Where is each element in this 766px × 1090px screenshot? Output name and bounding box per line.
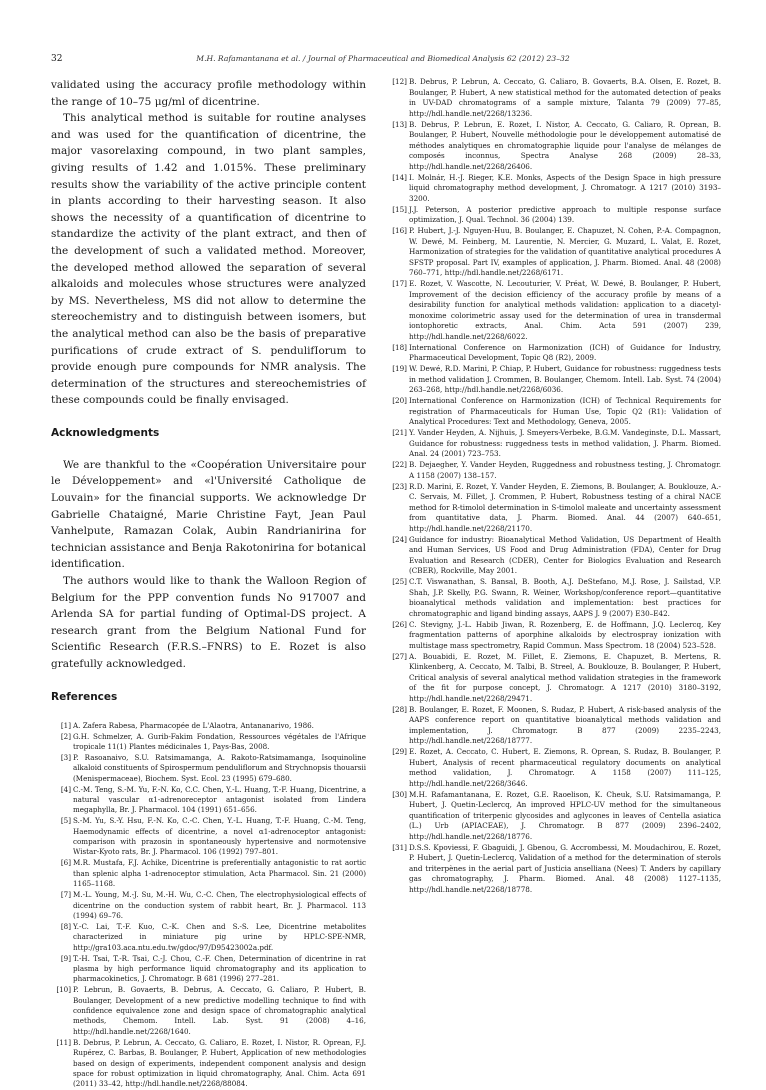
reference-text: G.H. Schmelzer, A. Gurib-Fakim Fondation, Ressources végétales de l'Afrique tropicale 11(1) Plantes médicinales 1, Pays-Bas, 2008. xyxy=(73,731,366,751)
reference-text: International Conference on Harmonization (ICH) of Guidance for Industry, Pharmaceutical Development, Topic Q8 (R2), 2009. xyxy=(409,342,721,362)
acknowledgments-paragraph: The authors would like to thank the Walloon Region of Belgium for the PPP convention funds No 917007 and Arlenda SA for partial funding of Optimal-DS project. A research grant from the Belgium National Fund for Scientific Research (F.R.S.–FNRS) to E. Rozet is also gratefully acknowledged. xyxy=(51,575,366,670)
reference-number: [19] xyxy=(392,364,407,373)
reference-item xyxy=(387,790,721,843)
reference-text: D.S.S. Kpoviessi, F. Gbaguidi, J. Gbenou, G. Accrombessi, M. Moudachirou, E. Rozet, P. Hubert, J. Quetin-Leclercq, Validation of a method for the determination of sterols and triterpènes in the aerial part of Justicia anselliana (Nees) T. Anders by capillary gas chromatography, J. Pharm. Biomed. Anal. 48 (2008) 1127–1135, http://hdl.handle.net/2268/18778. xyxy=(409,842,721,894)
page-number: 32 xyxy=(51,54,63,64)
reference-item xyxy=(51,732,366,753)
right-column xyxy=(387,77,721,896)
reference-item xyxy=(51,753,366,784)
reference-text: R.D. Marini, E. Rozet, Y. Vander Heyden, E. Ziemons, B. Boulanger, A. Bouklouze, A.-C. Servais, M. Fillet, J. Crommen, P. Hubert, Robustness testing of a chiral NACE method for R-timolol determination in S-timolol maleate and uncertainty assessment from quantitative data, J. Pharm. Biomed. Anal. 44 (2007) 640–651, http://hdl.handle.net/2268/21170. xyxy=(409,481,721,533)
reference-text: C.T. Viswanathan, S. Bansal, B. Booth, A.J. DeStefano, M.J. Rose, J. Sailstad, V.P. Shah, J.P. Skelly, P.G. Swann, R. Weiner, Workshop/conference report—quantitative bioanalytical methods validation and implementation: best practices for chromatographic and ligand binding assays, AAPS J. 9 (2007) E30–E42. xyxy=(409,577,721,618)
reference-item xyxy=(387,747,721,789)
reference-text: P. Hubert, J.-J. Nguyen-Huu, B. Boulanger, E. Chapuzet, N. Cohen, P.-A. Compagnon, W. Dewé, M. Feinberg, M. Laurentie, N. Mercier, G. Muzard, L. Valat, E. Rozet, Harmonization of strategies for the validation of quantitative analytical procedures A SFSTP proposal. Part IV, examples of application, J. Pharm. Biomed. Anal. 48 (2008) 760–771, http://hdl.handle.net/2268/6171. xyxy=(409,226,721,277)
reference-text: E. Rozet, A. Ceccato, C. Hubert, E. Ziemons, R. Oprean, S. Rudaz, B. Boulanger, P. Hubert, Analysis of recent pharmaceutical regulatory documents on analytical method validation, J. Chromatogr. A 1158 (2007) 111–125, http://hdl.handle.net/2268/3646. xyxy=(409,747,721,788)
reference-number: [31] xyxy=(392,842,407,852)
reference-number: [18] xyxy=(392,342,407,352)
reference-text: A. Zafera Rabesa, Pharmacopée de L'Alaotra, Antananarivo, 1986. xyxy=(73,720,314,730)
reference-item xyxy=(51,816,366,858)
reference-item xyxy=(387,226,721,279)
reference-text: M.H. Rafamantanana, E. Rozet, G.E. Raoelison, K. Cheuk, S.U. Ratsimamanga, P. Hubert, J. Quetin-Leclercq, An improved HPLC-UV method for the simultaneous quantification of triterpenic glycosides and aglycones in leaves of Centella asiatica (L.) Urb (APIACEAE), J. Chromatogr. B 877 (2009) 2396–2402, http://hdl.handle.net/2268/18776. xyxy=(409,789,721,841)
acknowledgments-paragraph: We are thankful to the «Coopération Universitaire pour le Développement» and «l'Université Catholique de Louvain» for the financial supports. We acknowledge Dr Gabrielle Chataigné, Marie Christine Fayt, Jean Paul Vanhelpute, Ramazan Colak, Aubin Randrianirina for technician assistance and Benja Rakotonirina for botanical identification. xyxy=(51,458,366,571)
reference-text: S.-M. Yu, S.-Y. Hsu, F.-N. Ko, C.-C. Chen, Y.-L. Huang, T.-F. Huang, C.-M. Teng, Haemodynamic effects of dicentrine, a novel α1-adrenoceptor antagonist: comparison with prazosin in spontaneously hypertensive and normotensive Wistar-Kyoto rats, Br. J. Pharmacol. 106 (1992) 797–801. xyxy=(73,816,366,857)
reference-number: [30] xyxy=(392,789,407,799)
reference-text: I. Molnár, H.-J. Rieger, K.E. Monks, Aspects of the Design Space in high pressure liquid chromatography method development, J. Chromatogr. A 1217 (2010) 3193–3200. xyxy=(409,172,721,203)
reference-item xyxy=(51,1038,366,1090)
reference-number: [22] xyxy=(392,460,407,469)
reference-list-right xyxy=(387,77,721,895)
reference-item xyxy=(387,535,721,577)
running-header: M.H. Rafamantanana et al. / Journal of Pharmaceutical and Biomedical Analysis 62 (2012) 23–32 xyxy=(196,54,570,63)
reference-item xyxy=(387,620,721,652)
reference-list-left xyxy=(51,721,366,1090)
reference-item xyxy=(387,577,721,619)
reference-number: [8] xyxy=(60,921,71,931)
reference-number: [11] xyxy=(56,1037,71,1047)
reference-number: [24] xyxy=(392,534,407,544)
reference-item xyxy=(387,705,721,747)
reference-item xyxy=(51,954,366,985)
reference-number: [12] xyxy=(392,77,407,86)
reference-number: [23] xyxy=(392,481,407,491)
reference-number: [17] xyxy=(392,279,407,288)
reference-item xyxy=(51,785,366,816)
reference-text: T.-H. Tsai, T.-R. Tsai, C.-J. Chou, C.-F. Chen, Determination of dicentrine in rat plasma by high performance liquid chromatography and its application to pharmacokinetics, J. Chromatogr. B 681 (1996) 277–281. xyxy=(73,953,366,984)
reference-text: Y. Vander Heyden, A. Nijhuis, J. Smeyers-Verbeke, B.G.M. Vandeginste, D.L. Massart, Guidance for robustness: ruggedness tests in method validation, J. Pharm. Biomed. Anal. 24 (2001) 723–753. xyxy=(409,428,721,458)
reference-number: [27] xyxy=(392,651,407,661)
reference-number: [2] xyxy=(60,731,71,741)
reference-item xyxy=(387,173,721,205)
reference-item xyxy=(387,460,721,481)
reference-number: [10] xyxy=(56,985,71,995)
references-heading: References xyxy=(51,690,118,703)
reference-number: [6] xyxy=(60,858,71,868)
reference-number: [13] xyxy=(392,119,407,129)
reference-number: [26] xyxy=(392,619,407,629)
reference-text: C.-M. Teng, S.-M. Yu, F.-N. Ko, C.C. Chen, Y.-L. Huang, T.-F. Huang, Dicentrine, a natural vascular α1-adrenoreceptor antagonist isolated from Lindera megaphylla, Br. J. Pharmacol. 104 (1991) 651–656. xyxy=(73,784,366,815)
reference-number: [29] xyxy=(392,747,407,756)
reference-number: [25] xyxy=(392,577,407,586)
reference-text: C. Stevigny, J.-L. Habib Jiwan, R. Rozenberg, E. de Hoffmann, J.Q. Leclercq, Key fragmentation patterns of aporphine alkaloids by electrospray ionization with multistage mass spectrometry, Rapid Commun. Mass Spectrom. 18 (2004) 523–528. xyxy=(409,619,721,650)
reference-text: E. Rozet, V. Wascotte, N. Lecouturier, V. Préat, W. Dewé, B. Boulanger, P. Hubert, Improvement of the decision efficiency of the accuracy profile by means of a desirability function for analytical methods validation: application to a diacetyl-monoxime colorimetric assay used for the determination of urea in transdermal iontophoretic extracts, Anal. Chim. Acta 591 (2007) 239, http://hdl.handle.net/2268/6022. xyxy=(409,279,721,341)
reference-number: [28] xyxy=(392,704,407,714)
acknowledgments-heading: Acknowledgments xyxy=(51,426,160,439)
reference-text: International Conference on Harmonization (ICH) of Technical Requirements for registration of Pharmaceuticals for Human Use, Topic Q2 (R1): Validation of Analytical Procedures: Text and Methodology, Geneva, 2005. xyxy=(409,396,721,426)
reference-item xyxy=(51,922,366,953)
body-paragraph: validated using the accuracy profile methodology within the range of 10–75 μg/ml of dicentrine. xyxy=(51,79,366,108)
reference-text: B. Debrus, P. Lebrun, E. Rozet, I. Nistor, A. Ceccato, G. Caliaro, R. Oprean, B. Boulanger, P. Hubert, Nouvelle méthodologie pour le développement automatisé de méthodes analytiques en chromatographie liquide pour l'analyse de mélanges de composés inconnus, Spectra Analyse 268 (2009) 28–33, http://hdl.handle.net/2268/26406. xyxy=(409,119,721,171)
reference-number: [14] xyxy=(392,172,407,182)
reference-item xyxy=(51,721,366,731)
left-column xyxy=(51,77,366,1090)
reference-item xyxy=(387,843,721,896)
reference-text: M.R. Mustafa, F.J. Achike, Dicentrine is preferentially antagonistic to rat aortic than splenic alpha 1-adrenoceptor stimulation, Acta Pharmacol. Sin. 21 (2000) 1165–1168. xyxy=(73,858,366,889)
reference-item xyxy=(51,858,366,889)
reference-number: [5] xyxy=(60,816,71,826)
reference-number: [4] xyxy=(60,784,71,794)
reference-number: [20] xyxy=(392,396,407,405)
reference-number: [15] xyxy=(392,204,407,214)
reference-text: A. Bouabidi, E. Rozet, M. Fillet, E. Ziemons, E. Chapuzet, B. Mertens, R. Klinkenberg, A. Ceccato, M. Talbi, B. Streel, A. Bouklouze, B. Boulanger, P. Hubert, Critical analysis of several analytical method validation strategies in the framework of the fit for purpose concept, J. Chromatogr. A 1217 (2010) 3180–3192, http://hdl.handle.net/2268/29471. xyxy=(409,651,721,703)
reference-item xyxy=(387,364,721,396)
reference-text: B. Debrus, P. Lebrun, A. Ceccato, G. Caliaro, B. Govaerts, B.A. Olsen, E. Rozet, B. Boulanger, P. Hubert, A new statistical method for the automated detection of peaks in UV-DAD chromatograms of a sample mixture, Talanta 79 (2009) 77–85, http://hdl.handle.net/2268/13236. xyxy=(409,77,721,118)
reference-item xyxy=(387,205,721,226)
reference-number: [9] xyxy=(60,953,71,963)
reference-number: [3] xyxy=(60,752,71,762)
reference-item xyxy=(387,396,721,428)
reference-text: P. Rasoanaivo, S.U. Ratsimamanga, A. Rakoto-Ratsimamanga, Isoquinoline alkaloid constituents of Spirospermum penduliflorum and Strychnopsis thouarsii (Menispermaceae), Biochem. Syst. Ecol. 23 (1995) 679–680. xyxy=(73,752,366,783)
reference-item xyxy=(51,985,366,1037)
reference-item xyxy=(387,279,721,342)
reference-item xyxy=(387,77,721,119)
reference-item xyxy=(387,482,721,535)
reference-item xyxy=(387,428,721,460)
reference-item xyxy=(387,652,721,705)
reference-text: B. Dejaegher, Y. Vander Heyden, Ruggedness and robustness testing, J. Chromatogr. A 1158 (2007) 138–157. xyxy=(409,460,721,480)
reference-number: [16] xyxy=(392,226,407,235)
reference-text: M.-L. Young, M.-J. Su, M.-H. Wu, C.-C. Chen, The electrophysiological effects of dicentrine on the conduction system of rabbit heart, Br. J. Pharmacol. 113 (1994) 69–76. xyxy=(73,890,366,920)
reference-number: [21] xyxy=(392,428,407,437)
reference-item xyxy=(387,120,721,173)
reference-text: J.J. Peterson, A posterior predictive approach to multiple response surface optimization, J. Qual. Technol. 36 (2004) 139. xyxy=(409,204,721,224)
reference-number: [1] xyxy=(60,720,71,730)
reference-item xyxy=(51,890,366,921)
reference-text: Y.-C. Lai, T.-F. Kuo, C.-K. Chen and S.-S. Lee, Dicentrine metabolites characterized in miniature pig urine by HPLC-SPE-NMR, http://gra103.aca.ntu.edu.tw/gdoc/97/D95423002a.pdf. xyxy=(73,921,366,952)
reference-text: B. Debrus, P. Lebrun, A. Ceccato, G. Caliaro, E. Rozet, I. Nistor, R. Oprean, F.J. Rupérez, C. Barbas, B. Boulanger, P. Hubert, Application of new methodologies based on design of experiments, independent component analysis and design space for robust optimization in liquid chromatography, Anal. Chim. Acta 691 (2011) 33–42, http://hdl.handle.net/2268/88084. xyxy=(73,1037,366,1089)
body-paragraph: This analytical method is suitable for routine analyses and was used for the quantification of dicentrine, the major vasorelaxing compound, in two plant samples, giving results of 1.42 and 1.015%. These preliminary results show the variability of the active principle content in plants according to their harvesting season. It also shows the necessity of a quantification of dicentrine to standardize the activity of the plant extract, and then of the development of such a validated method. Moreover, the developed method allowed the separation of several alkaloids and molecules whose structures were analyzed by MS. Nevertheless, MS did not allow to determine the stereochemistry and to distinguish between isomers, but the analytical method can also be the basis of preparative purifications of crude extract of S. pendulifIorum to provide enough pure compounds for NMR analysis. The determination of the structures and stereochemistries of these compounds could be finally envisaged. xyxy=(51,112,366,407)
reference-text: W. Dewé, R.D. Marini, P. Chiap, P. Hubert, Guidance for robustness: ruggedness tests in method validation J. Crommen, B. Boulanger, Chemom. Intell. Lab. Syst. 74 (2004) 263–268, http://hdl.handle.net/2268/6036. xyxy=(409,364,721,394)
reference-item xyxy=(387,343,721,364)
reference-text: P. Lebrun, B. Govaerts, B. Debrus, A. Ceccato, G. Caliaro, P. Hubert, B. Boulanger, Development of a new predictive modelling technique to find with confidence equivalence zone and design space of chromatographic analytical methods, Chemom. Intell. Lab. Syst. 91 (2008) 4–16, http://hdl.handle.net/2268/1640. xyxy=(73,985,366,1036)
reference-text: B. Boulanger, E. Rozet, F. Moonen, S. Rudaz, P. Hubert, A risk-based analysis of the AAPS conference report on quantitative bioanalytical methods validation and implementation, J. Chromatogr. B 877 (2009) 2235–2243, http://hdl.handle.net/2268/18777. xyxy=(409,704,721,745)
reference-text: Guidance for industry: Bioanalytical Method Validation, US Department of Health and Human Services, US Food and Drug Administration (FDA), Center for Drug Evaluation and Research (CDER), Center for Biologics Evaluation and Research (CBER), Rockville, May 2001. xyxy=(409,534,721,575)
reference-number: [7] xyxy=(60,890,71,900)
